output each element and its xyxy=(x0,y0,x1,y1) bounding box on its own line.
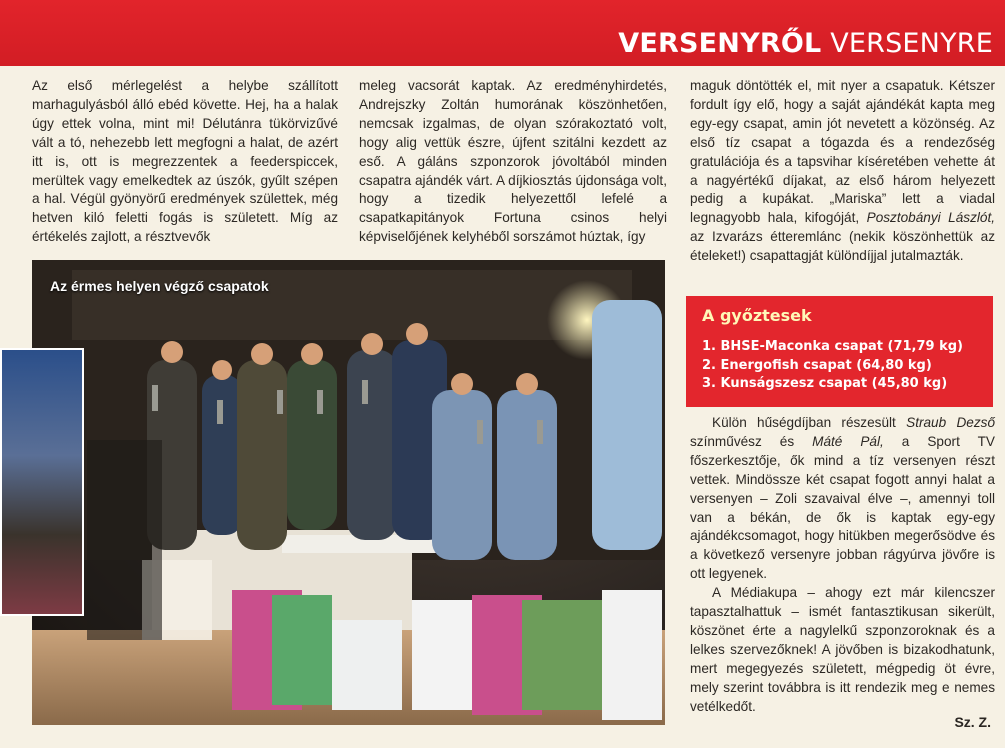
text-span: az Izvarázs étteremlánc (nekik köszönhettük az ételeket!) csapattagját különdíjjal jutalmazták. xyxy=(690,229,995,264)
text-span: maguk döntötték el, mit nyer a csapatuk. Kétszer fordult így elő, hogy a saját ajándékát kapta meg egy-egy csapat, amin jót nevetett a közönség. Az első tíz csapat a tógazda és a rendezőség gratulációja és a tapsvihar kíséretében vehette át a nagyértékű díjakat, az első három helyezett pedig a kupákat. „Mariska” lett a viadal legnagyobb hala, kifogóját, xyxy=(690,78,995,226)
person-name: Máté Pál, xyxy=(812,433,884,449)
person-name: Straub Dezső xyxy=(906,415,995,430)
paragraph: Az első mérlegelést a helybe szállított marhagulyásból álló ebéd követte. Hej, ha a halak úgy ettek volna, mint mi! Délutánra tükörvizűvé vált a tó, nehezebb lett megfogni a halat, de azért itt is, ott is megrezzentek a feederspiccek, merültek vagy emelkedtek az úszók, gyűlt szépen a hal. Végül gyönyörű eredmények születtek, még hetven kiló feletti fogás is született. Míg az értékelés zajlott, a résztvevők xyxy=(32,78,338,245)
paragraph: meleg vacsorát kaptak. Az eredményhirdetés, Andrejszky Zoltán humorának köszönhetően, nemcsak izgalmas, de olyan szórakoztató volt, hogy alig vettük észre, újfent szitálni kezdett az eső. A gáláns szponzorok jóvoltából minden csapatra ajándék várt. A díjkiosztás újdonsága volt, hogy a tizedik helyezettől lefelé a csapatkapitányok Fortuna csinos helyi képviselőjének kelyhéből sorszámot húztak, így xyxy=(359,78,667,245)
author-signature: Sz. Z. xyxy=(954,714,991,730)
header-band xyxy=(0,0,1005,66)
article-column-1 xyxy=(32,77,338,247)
text-span: a Sport TV főszerkesztője, ők mind a tíz versenyen részt vettek. Mindössze két csapat fogott annyi halat a versenyen – Zoli szavaival élve –, amennyi toll van a békán, de ők is kaptak egy-egy ajándékcsomagot, hogy hitükben megerősödve és a következő versenyre jobban rágyúrva jövőre is ott legyenek. xyxy=(690,433,995,582)
section-title-bold: VERSENYRŐL xyxy=(618,28,822,59)
winner-item: 1. BHSE-Maconka csapat (71,79 kg) xyxy=(702,339,963,354)
winners-box xyxy=(686,296,993,407)
winners-list xyxy=(702,338,963,394)
winners-title: A győztesek xyxy=(702,306,812,325)
paragraph xyxy=(690,414,995,584)
text-span: színművész és xyxy=(690,433,813,449)
text-span: Külön hűségdíjban részesült xyxy=(712,415,907,430)
winner-item: 2. Energofish csapat (64,80 kg) xyxy=(702,357,932,373)
paragraph: A Médiakupa – ahogy ezt már kilencszer tapasztalhattuk – ismét fantasztikusan sikerült, köszönet érte a nagylelkű szponzoroknak és a lelkes szervezőknek! A jövőben is bizakodhatunk, mert megegyezés született, mégpedig öt évre, mely szerint továbbra is itt rendezik meg e nemes vetélkedőt. xyxy=(690,585,995,714)
section-title-light: VERSENYRE xyxy=(830,28,993,59)
person-name: Posztobányi Lászlót, xyxy=(866,210,996,226)
article-column-3 xyxy=(690,77,995,266)
paragraph xyxy=(690,77,995,266)
winner-item: 3. Kunságszesz csapat (45,80 kg) xyxy=(702,376,948,391)
section-title xyxy=(618,28,993,59)
inset-photo xyxy=(0,348,84,616)
article-column-2 xyxy=(359,77,667,247)
bicycle-area xyxy=(87,440,162,640)
article-photo xyxy=(32,260,665,725)
article-column-3-lower xyxy=(690,414,995,717)
photo-scene xyxy=(32,260,665,725)
photo-caption: Az érmes helyen végző csapatok xyxy=(50,278,269,294)
